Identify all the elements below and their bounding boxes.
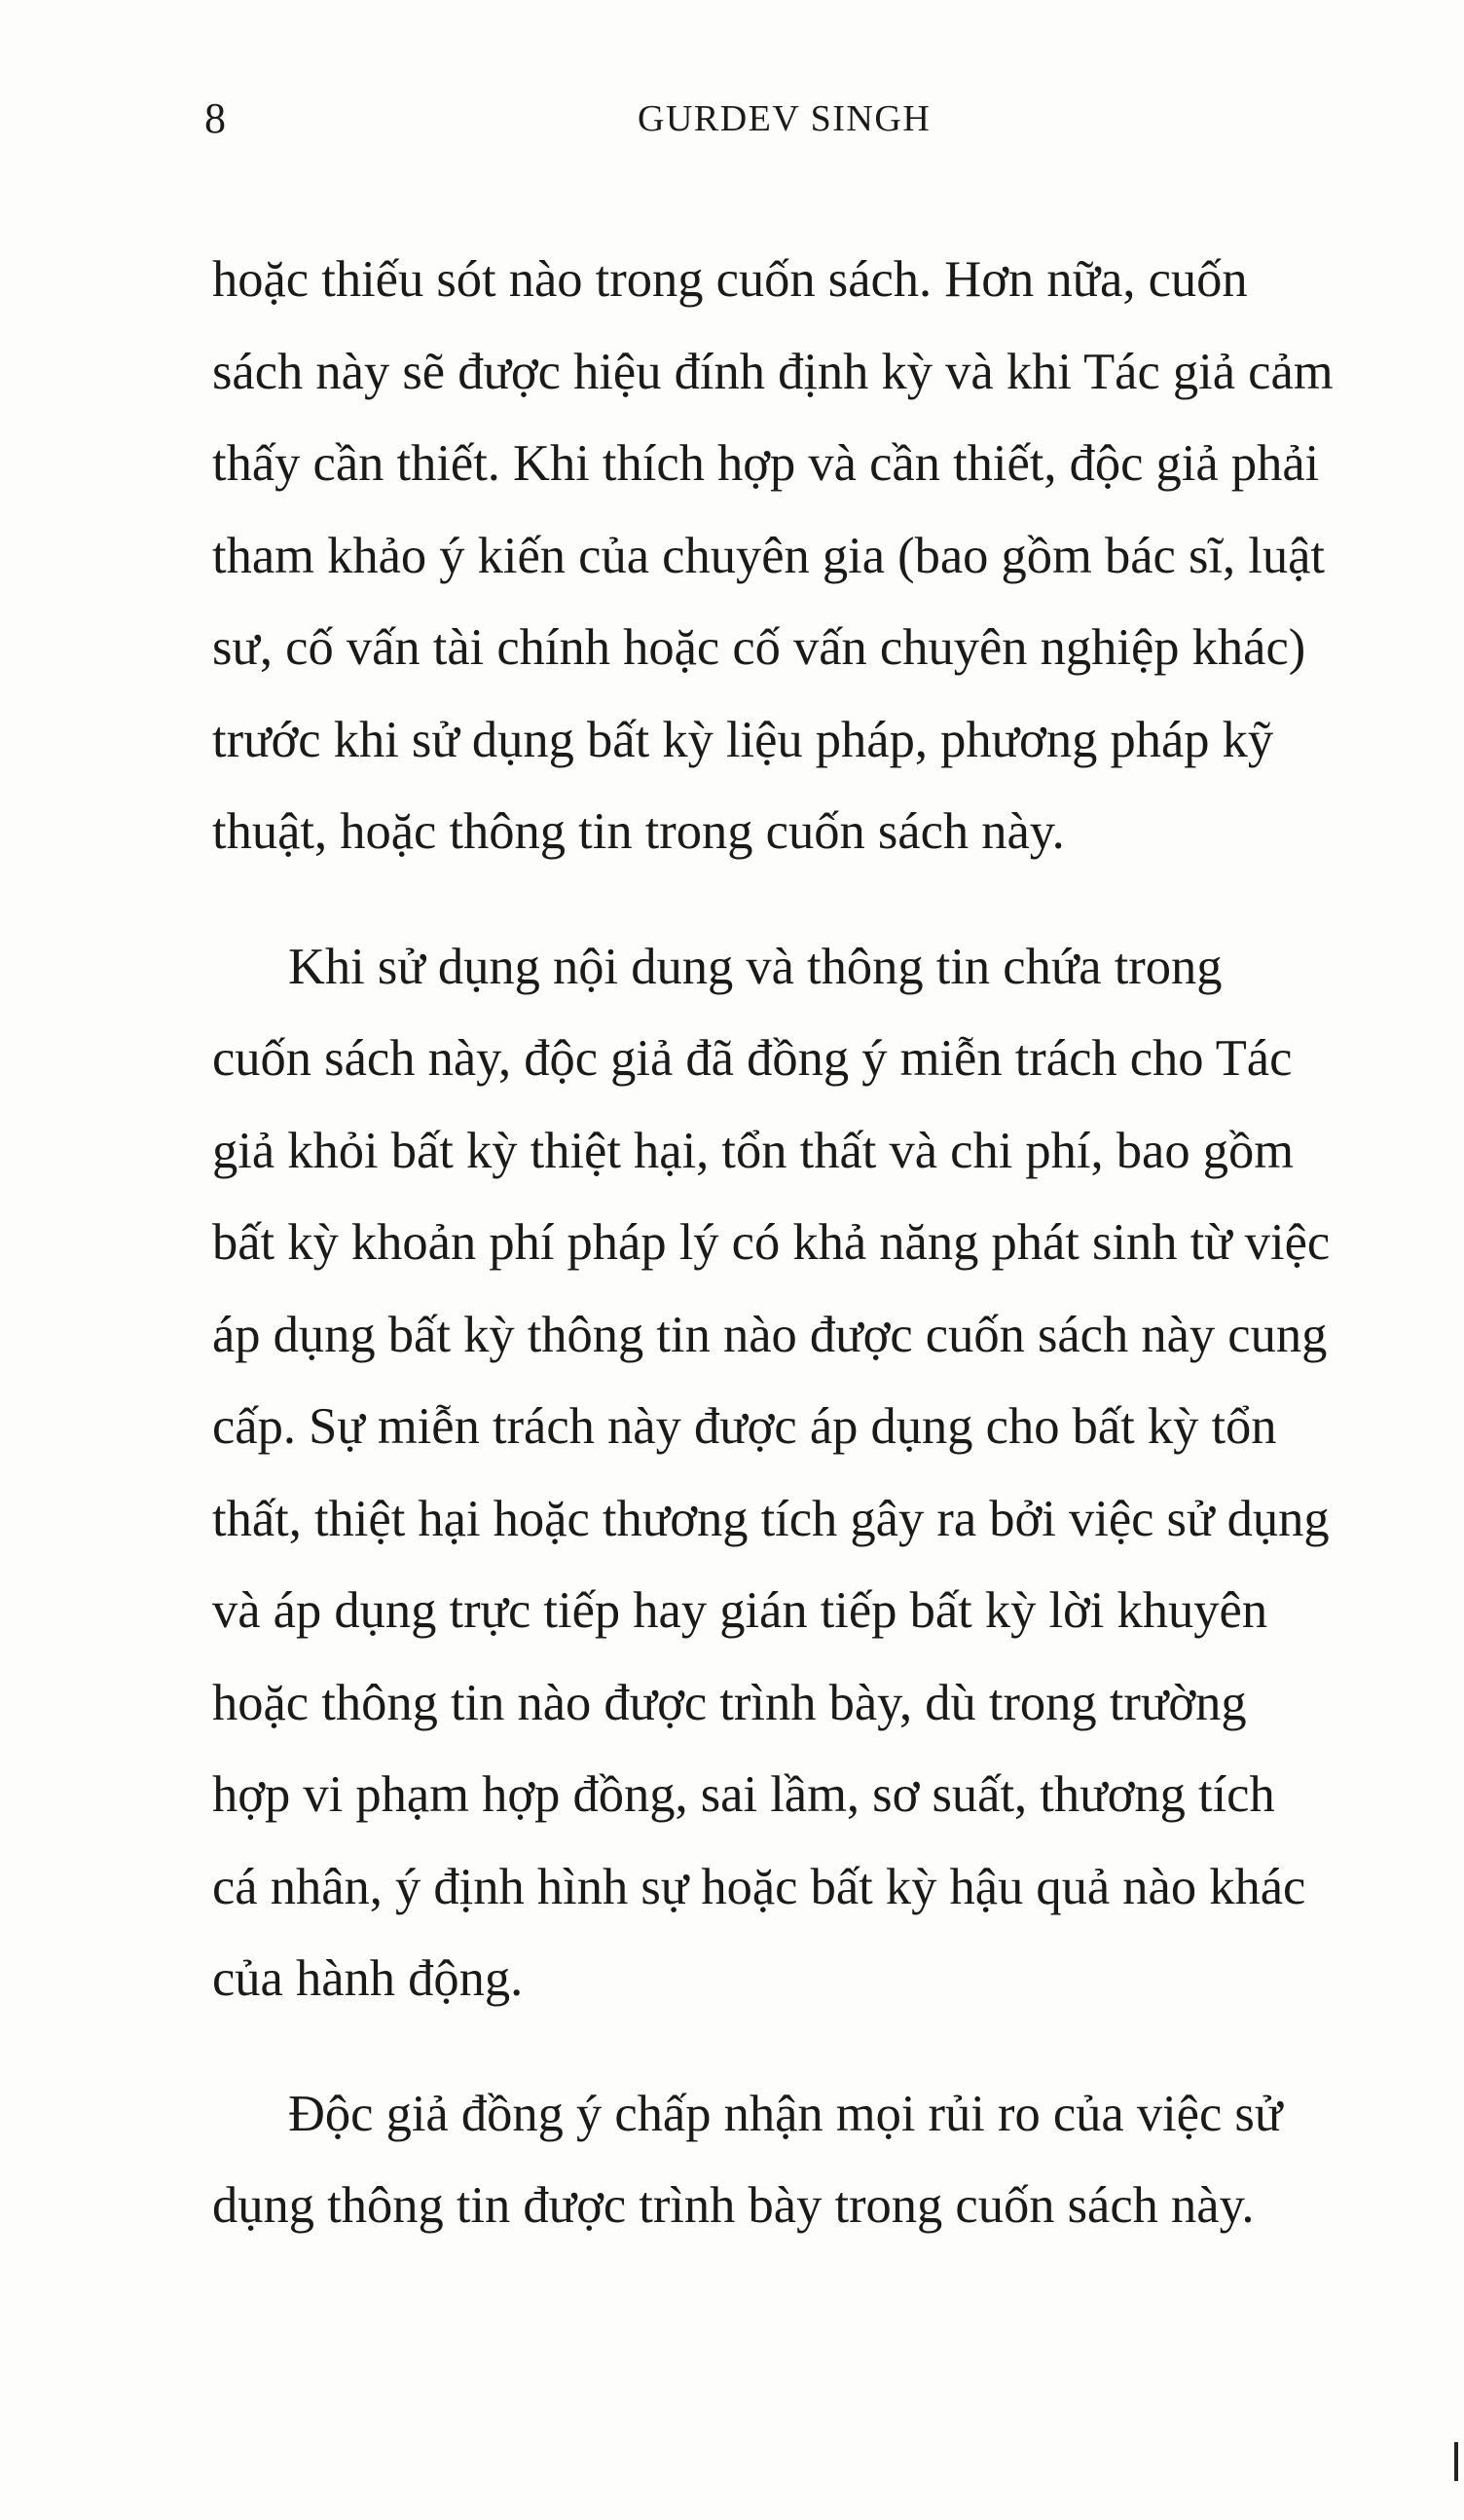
text-line: bất kỳ khoản phí pháp lý có khả năng phát sinh từ việc <box>212 1214 1331 1271</box>
text-line: hoặc thiếu sót nào trong cuốn sách. Hơn nữa, cuốn <box>212 251 1248 308</box>
text-line: thuật, hoặc thông tin trong cuốn sách này. <box>212 803 1065 860</box>
text-line: và áp dụng trực tiếp hay gián tiếp bất kỳ lời khuyên <box>212 1582 1268 1639</box>
text-line: Độc giả đồng ý chấp nhận mọi rủi ro của việc sử <box>288 2085 1283 2142</box>
body-text <box>212 234 1380 2252</box>
text-line: dụng thông tin được trình bày trong cuốn sách này. <box>212 2177 1255 2234</box>
running-head <box>204 90 1372 148</box>
text-line: Khi sử dụng nội dung và thông tin chứa trong <box>288 938 1223 995</box>
text-line: cuốn sách này, độc giả đã đồng ý miễn trách cho Tác <box>212 1030 1293 1087</box>
text-line: cá nhân, ý định hình sự hoặc bất kỳ hậu quả nào khác <box>212 1858 1306 1915</box>
page-number: 8 <box>204 94 226 142</box>
text-line: thất, thiệt hại hoặc thương tích gây ra bởi việc sử dụng <box>212 1490 1330 1547</box>
text-line: trước khi sử dụng bất kỳ liệu pháp, phương pháp kỹ <box>212 711 1274 768</box>
paragraph-risk-acceptance <box>212 2068 1380 2252</box>
text-line: giả khỏi bất kỳ thiệt hại, tổn thất và chi phí, bao gồm <box>212 1122 1295 1179</box>
text-line: sư, cố vấn tài chính hoặc cố vấn chuyên nghiệp khác) <box>212 619 1306 676</box>
text-line: cấp. Sự miễn trách này được áp dụng cho bất kỳ tổn <box>212 1398 1277 1455</box>
text-line: của hành động. <box>212 1950 524 2007</box>
running-title: GURDEV SINGH <box>638 98 932 139</box>
text-line: tham khảo ý kiến của chuyên gia (bao gồm bác sĩ, luật <box>212 527 1325 584</box>
text-line: áp dụng bất kỳ thông tin nào được cuốn sách này cung <box>212 1306 1328 1363</box>
text-line: sách này sẽ được hiệu đính định kỳ và khi Tác giả cảm <box>212 343 1334 400</box>
paragraph-disclaimer <box>212 921 1380 2025</box>
text-line: hợp vi phạm hợp đồng, sai lầm, sơ suất, thương tích <box>212 1766 1275 1823</box>
paragraph-continuation <box>212 234 1380 878</box>
text-line: hoặc thông tin nào được trình bày, dù trong trường <box>212 1674 1247 1731</box>
page-edge-mark <box>1454 2442 1458 2481</box>
text-line: thấy cần thiết. Khi thích hợp và cần thiết, độc giả phải <box>212 435 1320 492</box>
